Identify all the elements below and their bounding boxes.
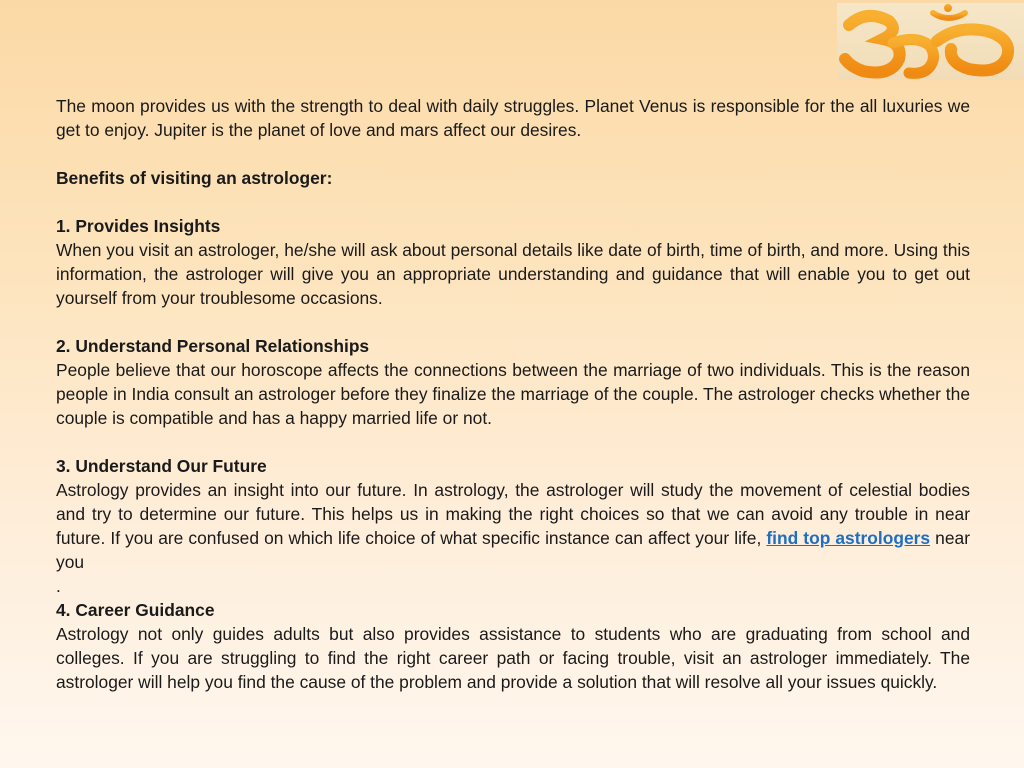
stray-period: . <box>56 576 61 596</box>
article-body <box>56 94 970 694</box>
future-text-before-link: Astrology provides an insight into our future. In astrology, the astrologer will study the movement of celestial bodies and try to determine our future. This helps us in making the right choices so that we can avoid any trouble in near future. If you are confused on which life choice of what specific instance can affect your life, <box>56 480 970 548</box>
section-body-future <box>56 478 970 574</box>
future-text-after-link: near you <box>56 528 970 572</box>
om-icon <box>837 3 1024 80</box>
section-body-insights: When you visit an astrologer, he/she will ask about personal details like date of birth, time of birth, and more. Using this information, the astrologer will give you an appropriate understanding and guidance that will enable you to get out yourself from your troublesome occasions. <box>56 240 970 308</box>
find-top-astrologers-link[interactable]: find top astrologers <box>766 528 931 548</box>
section-body-career: Astrology not only guides adults but also provides assistance to students who are graduating from school and colleges. If you are struggling to find the right career path or facing trouble, visit an astrologer immediately. The astrologer will help you find the cause of the problem and provide a solution that will resolve all your issues quickly. <box>56 624 970 692</box>
section-title-relationships: 2. Understand Personal Relationships <box>56 336 370 356</box>
section-title-insights: 1. Provides Insights <box>56 216 221 236</box>
section-title-future: 3. Understand Our Future <box>56 456 267 476</box>
section-title-career: 4. Career Guidance <box>56 600 215 620</box>
intro-paragraph: The moon provides us with the strength to deal with daily struggles. Planet Venus is responsible for the all luxuries we get to enjoy. Jupiter is the planet of love and mars affect our desires. <box>56 96 970 140</box>
om-logo <box>837 3 1024 80</box>
section-body-relationships: People believe that our horoscope affects the connections between the marriage of two individuals. This is the reason people in India consult an astrologer before they finalize the marriage of the couple. The astrologer checks whether the couple is compatible and has a happy married life or not. <box>56 360 970 428</box>
benefits-heading: Benefits of visiting an astrologer: <box>56 168 333 188</box>
